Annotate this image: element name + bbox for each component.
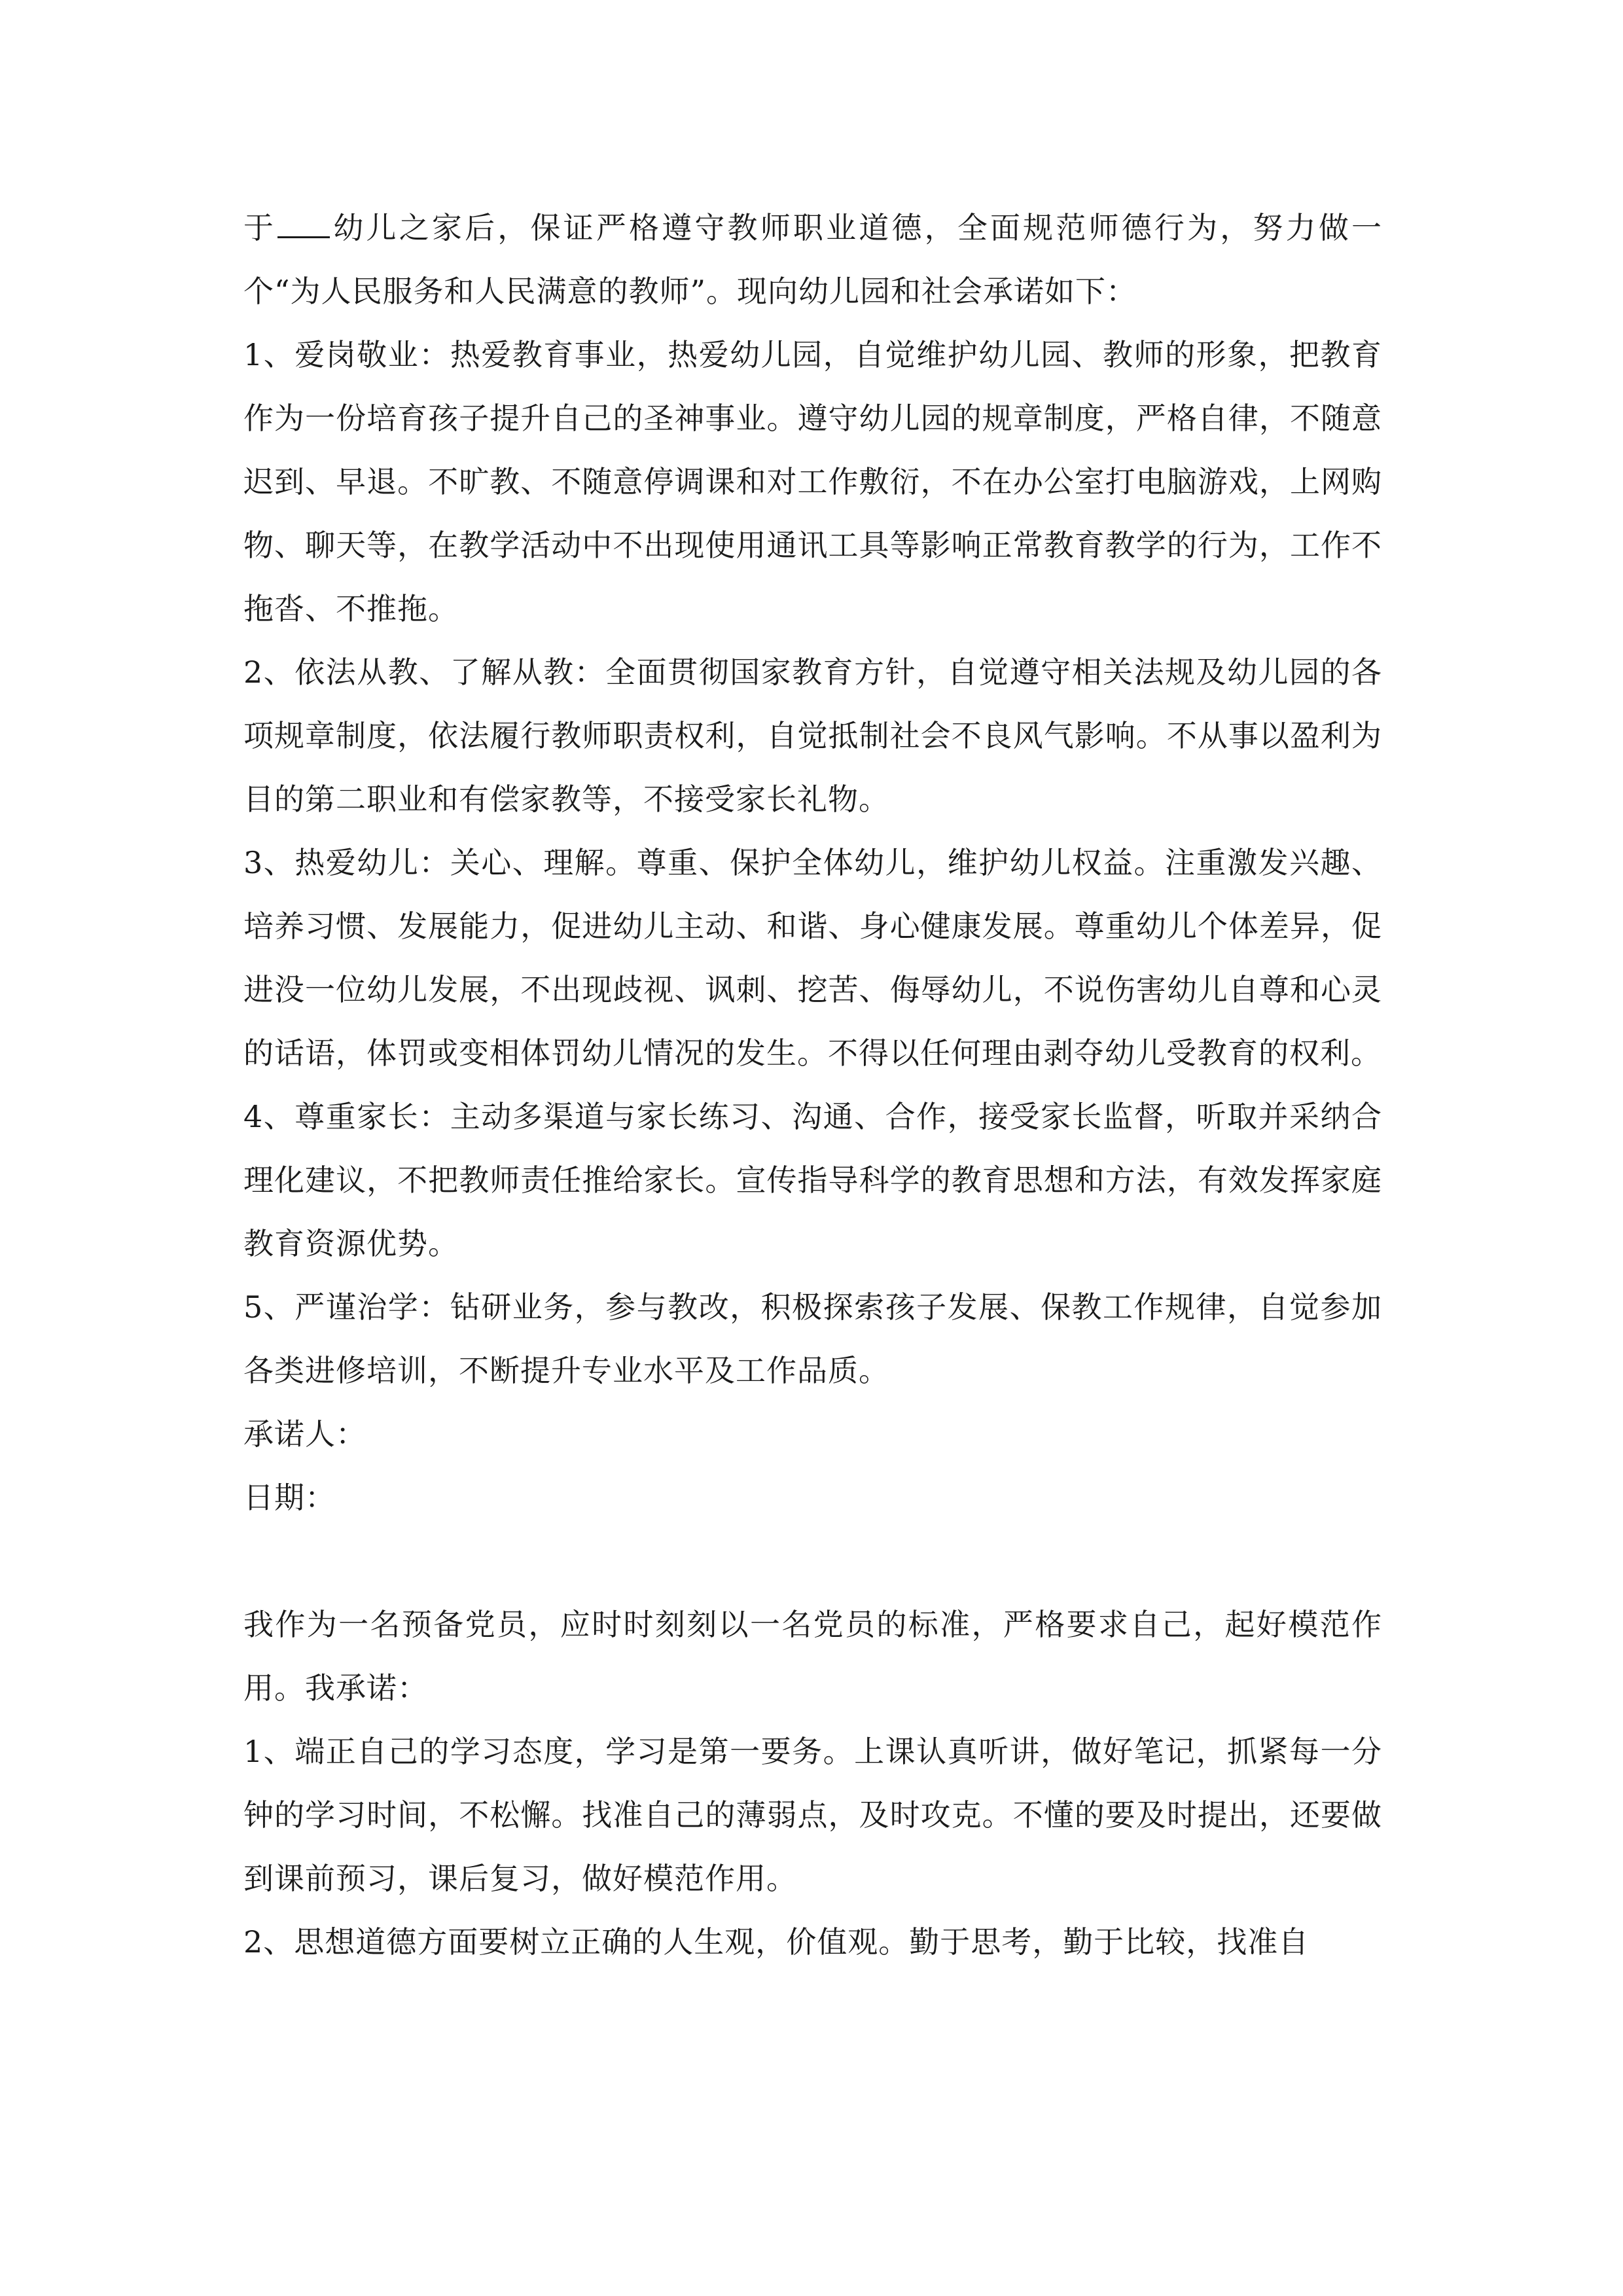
pledge-item-4: 4、尊重家长：主动多渠道与家长练习、沟通、合作，接受家长监督，听取并采纳合理化建议，不把教师责任推给家长。宣传指导科学的教育思想和方法，有效发挥家庭教育资源优势。 xyxy=(243,1099,1382,1261)
pledge-item-2: 2、依法从教、了解从教：全面贯彻国家教育方针，自觉遵守相关法规及幼儿园的各项规章制度，依法履行教师职责权利，自觉抵制社会不良风气影响。不从事以盈利为目的第二职业和有偿家教等，不接受家长礼物。 xyxy=(243,655,1382,817)
intro-prefix: 于 xyxy=(243,210,277,245)
pledge-item-5: 5、严谨治学：钻研业务，参与教改，积极探索孩子发展、保教工作规律，自觉参加各类进修培训，不断提升专业水平及工作品质。 xyxy=(243,1289,1382,1388)
party-pledge-intro: 我作为一名预备党员，应时时刻刻以一名党员的标准，严格要求自己，起好模范作用。我承诺： xyxy=(243,1607,1382,1706)
party-pledge-item-2: 2、思想道德方面要树立正确的人生观，价值观。勤于思考，勤于比较，找准自 xyxy=(243,1924,1310,1960)
intro-text: 幼儿之家后，保证严格遵守教师职业道德，全面规范师德行为，努力做一个“为人民服务和人民满意的教师”。现向幼儿园和社会承诺如下： xyxy=(243,210,1383,309)
pledge-item-3: 3、热爱幼儿：关心、理解。尊重、保护全体幼儿，维护幼儿权益。注重激发兴趣、培养习惯、发展能力，促进幼儿主动、和谐、身心健康发展。尊重幼儿个体差异，促进没一位幼儿发展，不出现歧视、讽刺、挖苦、侮辱幼儿，不说伤害幼儿自尊和心灵的话语，体罚或变相体罚幼儿情况的发生。不得以任何理由剥夺幼儿受教育的权利。 xyxy=(243,845,1382,1071)
section-spacer xyxy=(243,1530,1382,1593)
date-label: 日期： xyxy=(243,1480,336,1515)
kindergarten-name-blank xyxy=(277,236,330,238)
signer-label: 承诺人： xyxy=(243,1416,366,1452)
pledge-intro-paragraph xyxy=(243,196,1382,323)
party-pledge-item-1: 1、端正自己的学习态度，学习是第一要务。上课认真听讲，做好笔记，抓紧每一分钟的学习时间，不松懈。找准自己的薄弱点，及时攻克。不懂的要及时提出，还要做到课前预习，课后复习，做好模范作用。 xyxy=(243,1734,1382,1896)
document-body xyxy=(243,196,1382,1974)
pledge-item-1: 1、爱岗敬业：热爱教育事业，热爱幼儿园，自觉维护幼儿园、教师的形象，把教育作为一份培育孩子提升自己的圣神事业。遵守幼儿园的规章制度，严格自律，不随意迟到、早退。不旷教、不随意停调课和对工作敷衍，不在办公室打电脑游戏，上网购物、聊天等，在教学活动中不出现使用通讯工具等影响正常教育教学的行为，工作不拖沓、不推拖。 xyxy=(243,337,1382,626)
